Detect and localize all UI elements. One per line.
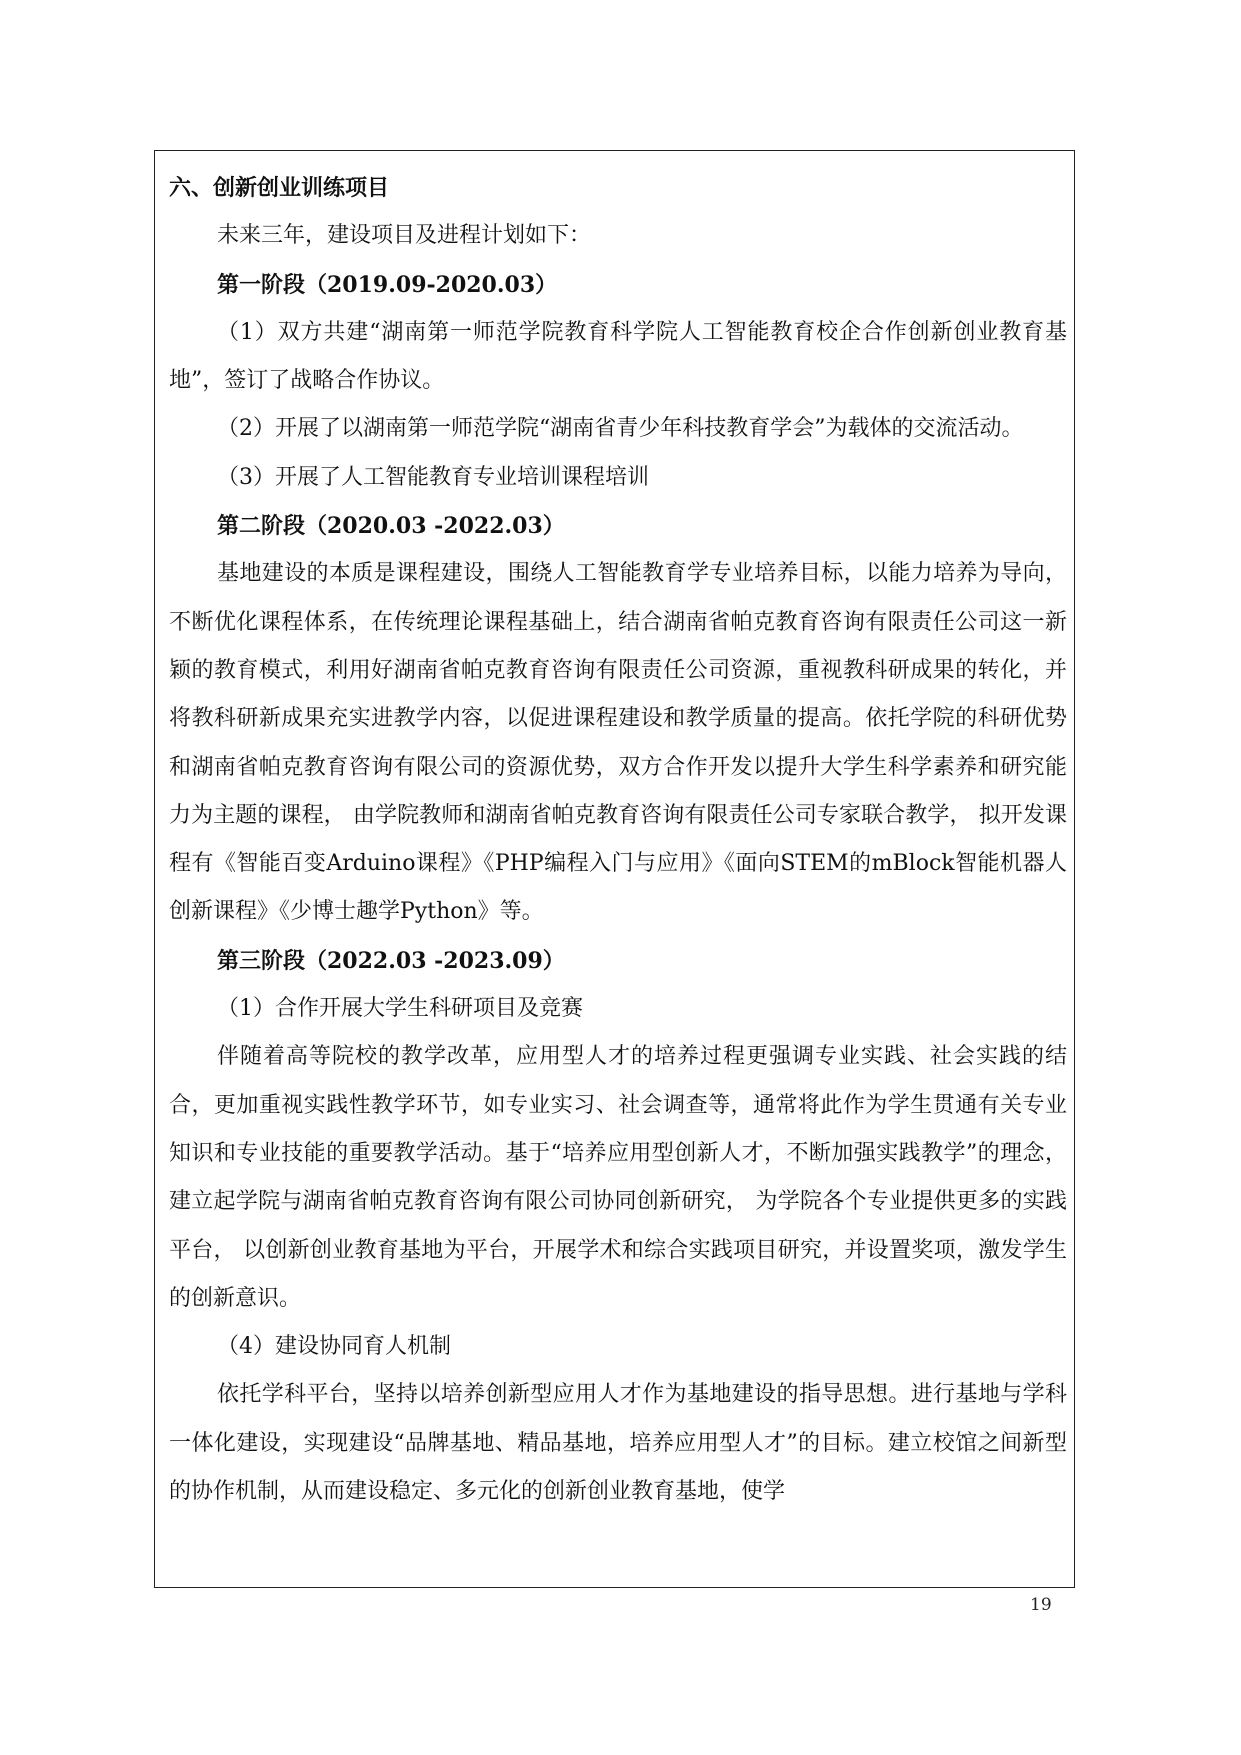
stage1-item-2: （2）开展了以湖南第一师范学院“湖南省青少年科技教育学会”为载体的交流活动。	[217, 416, 1024, 442]
document-body	[169, 164, 1067, 1516]
section-title: 六、创新创业训练项目	[169, 175, 390, 201]
stage1-title: 第一阶段（2019.09-2020.03）	[217, 271, 558, 298]
stage3-item4-paragraph: 依托学科平台，坚持以培养创新型应用人才作为基地建设的指导思想。进行基地与学科一体化建设，实现建设“品牌基地、精品基地，培养应用型人才”的目标。建立校馆之间新型的协作机制，从而建设稳定、多元化的创新创业教育基地，使学	[169, 1382, 1067, 1505]
stage1-item-3: （3）开展了人工智能教育专业培训课程培训	[217, 464, 649, 490]
intro-text: 未来三年，建设项目及进程计划如下：	[217, 223, 592, 249]
stage3-item1-paragraph: 伴随着高等院校的教学改革，应用型人才的培养过程更强调专业实践、社会实践的结合，更加重视实践性教学环节，如专业实习、社会调查等，通常将此作为学生贯通有关专业知识和专业技能的重要教学活动。基于“培养应用型创新人才，不断加强实践教学”的理念，建立起学院与湖南省帕克教育咨询有限公司协同创新研究， 为学院各个专业提供更多的实践平台， 以创新创业教育基地为平台，开展学术和综合实践项目研究，并设置奖项，激发学生的创新意识。	[169, 1044, 1067, 1311]
stage3-item4-title: （4）建设协同育人机制	[217, 1334, 451, 1360]
stage1-item-1: （1）双方共建“湖南第一师范学院教育科学院人工智能教育校企合作创新创业教育基地”，签订了战略合作协议。	[169, 319, 1067, 394]
stage3-title: 第三阶段（2022.03 -2023.09）	[217, 947, 565, 974]
stage2-paragraph: 基地建设的本质是课程建设，围绕人工智能教育学专业培养目标，以能力培养为导向，不断优化课程体系，在传统理论课程基础上，结合湖南省帕克教育咨询有限责任公司这一新颖的教育模式，利用好湖南省帕克教育咨询有限责任公司资源，重视教科研成果的转化，并将教科研新成果充实进教学内容，以促进课程建设和教学质量的提高。依托学院的科研优势和湖南省帕克教育咨询有限公司的资源优势，双方合作开发以提升大学生科学素养和研究能力为主题的课程， 由学院教师和湖南省帕克教育咨询有限责任公司专家联合教学， 拟开发课程有《智能百变Arduino课程》《PHP编程入门与应用》《面向STEM的mBlock智能机器人创新课程》《少博士趣学Python》等。	[169, 561, 1067, 925]
page-number: 19	[1030, 1595, 1052, 1615]
stage2-title: 第二阶段（2020.03 -2022.03）	[217, 513, 565, 540]
stage3-item1-title: （1）合作开展大学生科研项目及竞赛	[217, 996, 583, 1022]
content-frame	[154, 150, 1075, 1588]
